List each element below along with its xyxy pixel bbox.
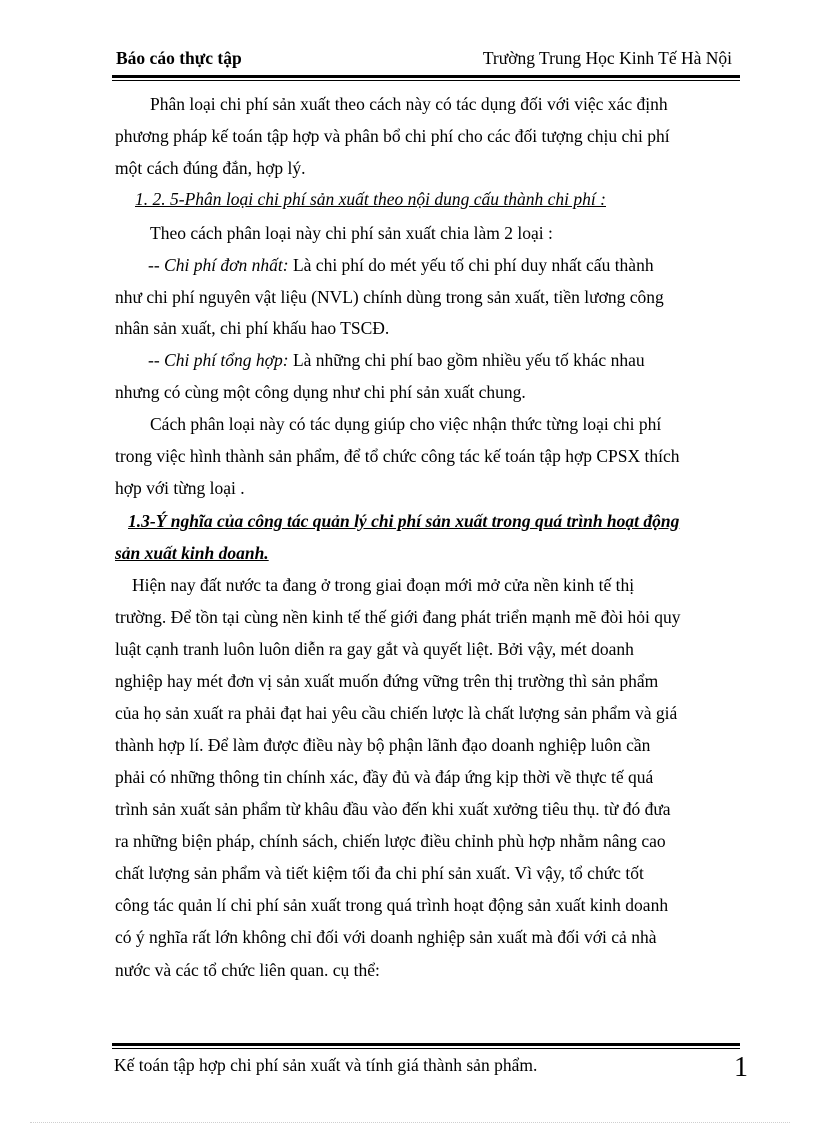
bullet-2-line-2: nhưng có cùng một công dụng như chi phí sản xuất chung. xyxy=(115,382,526,402)
p4-line-10: chất lượng sản phẩm và tiết kiệm tối đa chi phí sản xuất. Vì vậy, tổ chức tốt xyxy=(115,863,644,883)
p4-line-4: nghiệp hay mét đơn vị sản xuất muốn đứng vững trên thị trường thì sản phẩm xyxy=(115,671,659,691)
bullet-1-text: Là chi phí do mét yếu tố chi phí duy nhất cấu thành xyxy=(288,255,654,275)
bullet-2-dash: -- xyxy=(148,350,165,370)
bullet-1-line-1 xyxy=(148,255,654,275)
page-header xyxy=(112,46,740,72)
header-rule-thick xyxy=(112,75,740,78)
bullet-1-term: Chi phí đơn nhất: xyxy=(164,255,289,275)
header-report-title: Báo cáo thực tập xyxy=(116,48,242,68)
p3-line-2: trong việc hình thành sản phẩm, để tổ chức công tác kế toán tập hợp CPSX thích xyxy=(115,446,680,466)
header-school-name: Trường Trung Học Kinh Tế Hà Nội xyxy=(482,48,732,68)
p4-line-12: có ý nghĩa rất lớn không chỉ đối với doanh nghiệp sản xuất mà đối với cả nhà xyxy=(115,927,657,947)
p3-line-1: Cách phân loại này có tác dụng giúp cho việc nhận thức từng loại chi phí xyxy=(150,414,662,434)
footer-rule-thick xyxy=(112,1043,740,1046)
footer-rule-thin xyxy=(112,1048,740,1049)
footer-title: Kế toán tập hợp chi phí sản xuất và tính giá thành sản phẩm. xyxy=(114,1055,538,1075)
page-number: 1 xyxy=(734,1052,748,1083)
p4-line-3: luật cạnh tranh luôn luôn diễn ra gay gắt và quyết liệt. Bởi vậy, mét doanh xyxy=(115,639,634,659)
bullet-1-line-2: như chi phí nguyên vật liệu (NVL) chính dùng trong sản xuất, tiền lương công xyxy=(115,287,664,307)
p4-line-5: của họ sản xuất ra phải đạt hai yêu cầu chiến lược là chất lượng sản phẩm và giá xyxy=(115,703,678,723)
section-heading-1-3-line-1: 1.3-Ý nghĩa của công tác quản lý chi phí sản xuất trong quá trình hoạt động xyxy=(128,511,680,531)
bullet-2-line-1 xyxy=(148,350,645,370)
p4-line-2: trường. Để tồn tại cùng nền kinh tế thế giới đang phát triển mạnh mẽ đòi hỏi quy xyxy=(115,607,681,627)
p1-line-2: phương pháp kế toán tập hợp và phân bổ chi phí cho các đối tượng chịu chi phí xyxy=(115,126,670,146)
section-heading-1-2-5: 1. 2. 5-Phân loại chi phí sản xuất theo nội dung cấu thành chi phí : xyxy=(135,189,606,209)
header-rule-thin xyxy=(112,80,740,81)
p4-line-11: công tác quản lí chi phí sản xuất trong quá trình hoạt động sản xuất kinh doanh xyxy=(115,895,669,915)
bullet-2-term: Chi phí tổng hợp: xyxy=(164,350,289,370)
p4-line-1: Hiện nay đất nước ta đang ở trong giai đoạn mới mở cửa nền kinh tế thị xyxy=(132,575,635,595)
bullet-1-line-3: nhân sản xuất, chi phí khấu hao TSCĐ. xyxy=(115,318,390,338)
p2-line-1: Theo cách phân loại này chi phí sản xuất chia làm 2 loại : xyxy=(150,223,553,243)
p4-line-13: nước và các tổ chức liên quan. cụ thể: xyxy=(115,960,380,980)
p1-line-1: Phân loại chi phí sản xuất theo cách này có tác dụng đối với việc xác định xyxy=(150,94,668,114)
p3-line-3: hợp với từng loại . xyxy=(115,478,245,498)
p4-line-8: trình sản xuất sản phẩm từ khâu đầu vào đến khi xuất xưởng tiêu thụ. từ đó đưa xyxy=(115,799,671,819)
p4-line-6: thành hợp lí. Để làm được điều này bộ phận lãnh đạo doanh nghiệp luôn cần xyxy=(115,735,651,755)
bullet-2-text: Là những chi phí bao gồm nhiều yếu tố khác nhau xyxy=(288,350,645,370)
section-heading-1-3-line-2: sản xuất kinh doanh. xyxy=(115,543,269,563)
p4-line-9: ra những biện pháp, chính sách, chiến lược điều chỉnh phù hợp nhằm nâng cao xyxy=(115,831,666,851)
p4-line-7: phải có những thông tin chính xác, đầy đủ và đáp ứng kịp thời về thực tế quá xyxy=(115,767,654,787)
p1-line-3: một cách đúng đắn, hợp lý. xyxy=(115,158,306,178)
bullet-1-dash: -- xyxy=(148,255,165,275)
